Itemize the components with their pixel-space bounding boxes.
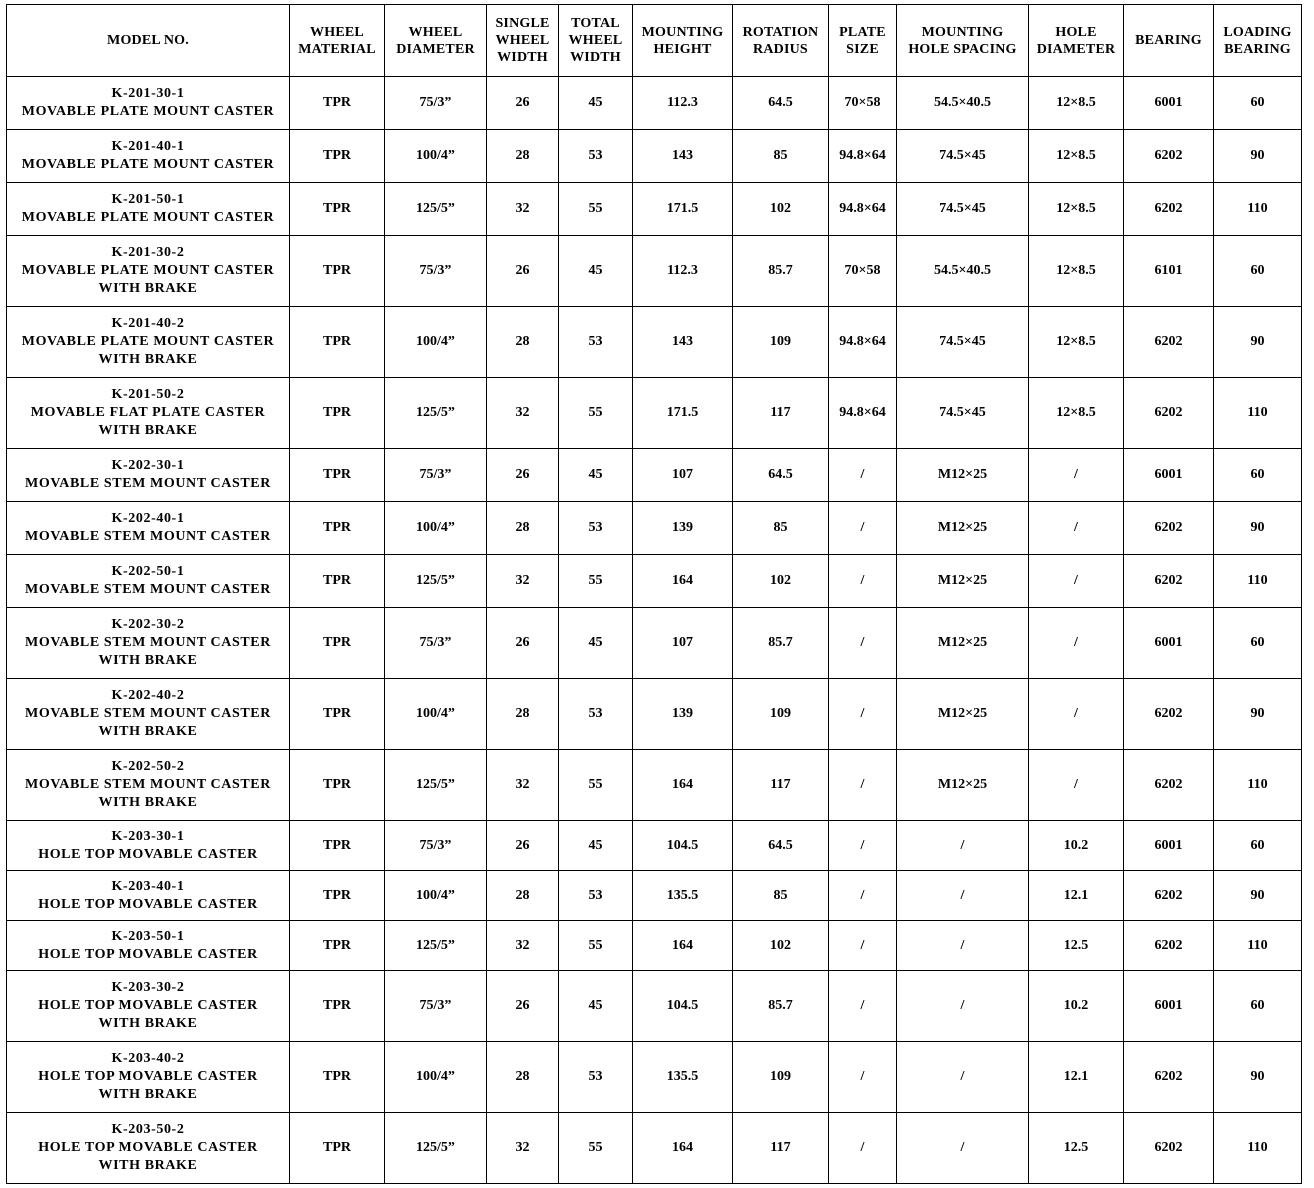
single-wheel-width-cell: 32 — [487, 378, 559, 449]
rotation-radius-cell: 117 — [733, 1113, 829, 1184]
mounting-height-cell: 143 — [633, 130, 733, 183]
header-mounting-height: MOUNTING HEIGHT — [633, 5, 733, 77]
model-no-cell: K-203-50-1 HOLE TOP MOVABLE CASTER — [7, 921, 290, 971]
table-row — [7, 1042, 1302, 1113]
mounting-hole-spacing-cell: 74.5×45 — [897, 307, 1029, 378]
mounting-height-cell: 104.5 — [633, 971, 733, 1042]
model-no-cell: K-203-40-1 HOLE TOP MOVABLE CASTER — [7, 871, 290, 921]
loading-bearing-cell: 60 — [1214, 971, 1302, 1042]
bearing-cell: 6202 — [1124, 555, 1214, 608]
single-wheel-width-cell: 32 — [487, 921, 559, 971]
hole-diameter-cell: 12×8.5 — [1029, 378, 1124, 449]
plate-size-cell: / — [829, 821, 897, 871]
total-wheel-width-cell: 45 — [559, 971, 633, 1042]
mounting-height-cell: 135.5 — [633, 1042, 733, 1113]
single-wheel-width-cell: 26 — [487, 236, 559, 307]
hole-diameter-cell: 10.2 — [1029, 821, 1124, 871]
plate-size-cell: 70×58 — [829, 236, 897, 307]
header-model-no: MODEL NO. — [7, 5, 290, 77]
table-row — [7, 971, 1302, 1042]
mounting-hole-spacing-cell: / — [897, 821, 1029, 871]
plate-size-cell: / — [829, 502, 897, 555]
bearing-cell: 6202 — [1124, 502, 1214, 555]
plate-size-cell: / — [829, 608, 897, 679]
bearing-cell: 6101 — [1124, 236, 1214, 307]
single-wheel-width-cell: 32 — [487, 183, 559, 236]
header-hole-diameter: HOLE DIAMETER — [1029, 5, 1124, 77]
model-no-cell: K-202-50-1 MOVABLE STEM MOUNT CASTER — [7, 555, 290, 608]
bearing-cell: 6001 — [1124, 77, 1214, 130]
total-wheel-width-cell: 55 — [559, 555, 633, 608]
wheel-diameter-cell: 125/5” — [385, 555, 487, 608]
loading-bearing-cell: 90 — [1214, 502, 1302, 555]
plate-size-cell: / — [829, 1113, 897, 1184]
table-row — [7, 821, 1302, 871]
total-wheel-width-cell: 45 — [559, 77, 633, 130]
loading-bearing-cell: 90 — [1214, 1042, 1302, 1113]
wheel-material-cell: TPR — [290, 750, 385, 821]
wheel-diameter-cell: 100/4” — [385, 1042, 487, 1113]
bearing-cell: 6202 — [1124, 921, 1214, 971]
single-wheel-width-cell: 26 — [487, 971, 559, 1042]
plate-size-cell: 70×58 — [829, 77, 897, 130]
plate-size-cell: / — [829, 921, 897, 971]
bearing-cell: 6202 — [1124, 871, 1214, 921]
hole-diameter-cell: 10.2 — [1029, 971, 1124, 1042]
hole-diameter-cell: 12×8.5 — [1029, 183, 1124, 236]
hole-diameter-cell: / — [1029, 502, 1124, 555]
plate-size-cell: / — [829, 555, 897, 608]
table-row — [7, 449, 1302, 502]
total-wheel-width-cell: 53 — [559, 307, 633, 378]
hole-diameter-cell: 12.5 — [1029, 1113, 1124, 1184]
rotation-radius-cell: 102 — [733, 555, 829, 608]
header-plate-size: PLATE SIZE — [829, 5, 897, 77]
model-no-cell: K-202-30-2 MOVABLE STEM MOUNT CASTER WITH BRAKE — [7, 608, 290, 679]
mounting-height-cell: 171.5 — [633, 378, 733, 449]
hole-diameter-cell: 12×8.5 — [1029, 130, 1124, 183]
mounting-height-cell: 107 — [633, 449, 733, 502]
model-no-cell: K-202-40-2 MOVABLE STEM MOUNT CASTER WITH BRAKE — [7, 679, 290, 750]
total-wheel-width-cell: 55 — [559, 378, 633, 449]
mounting-height-cell: 164 — [633, 921, 733, 971]
wheel-material-cell: TPR — [290, 502, 385, 555]
loading-bearing-cell: 110 — [1214, 183, 1302, 236]
total-wheel-width-cell: 53 — [559, 679, 633, 750]
wheel-material-cell: TPR — [290, 821, 385, 871]
header-total-wheel-width: TOTAL WHEEL WIDTH — [559, 5, 633, 77]
bearing-cell: 6202 — [1124, 1042, 1214, 1113]
rotation-radius-cell: 64.5 — [733, 449, 829, 502]
mounting-height-cell: 139 — [633, 502, 733, 555]
wheel-material-cell: TPR — [290, 236, 385, 307]
rotation-radius-cell: 102 — [733, 183, 829, 236]
hole-diameter-cell: / — [1029, 608, 1124, 679]
wheel-material-cell: TPR — [290, 679, 385, 750]
mounting-height-cell: 164 — [633, 750, 733, 821]
mounting-height-cell: 107 — [633, 608, 733, 679]
wheel-diameter-cell: 100/4” — [385, 307, 487, 378]
model-no-cell: K-203-40-2 HOLE TOP MOVABLE CASTER WITH BRAKE — [7, 1042, 290, 1113]
mounting-hole-spacing-cell: / — [897, 921, 1029, 971]
total-wheel-width-cell: 45 — [559, 236, 633, 307]
bearing-cell: 6202 — [1124, 378, 1214, 449]
table-row — [7, 307, 1302, 378]
model-no-cell: K-202-50-2 MOVABLE STEM MOUNT CASTER WITH BRAKE — [7, 750, 290, 821]
wheel-diameter-cell: 100/4” — [385, 130, 487, 183]
table-row — [7, 555, 1302, 608]
plate-size-cell: / — [829, 971, 897, 1042]
hole-diameter-cell: 12.5 — [1029, 921, 1124, 971]
hole-diameter-cell: 12.1 — [1029, 871, 1124, 921]
rotation-radius-cell: 85 — [733, 871, 829, 921]
rotation-radius-cell: 85.7 — [733, 608, 829, 679]
model-no-cell: K-201-40-2 MOVABLE PLATE MOUNT CASTER WITH BRAKE — [7, 307, 290, 378]
rotation-radius-cell: 64.5 — [733, 77, 829, 130]
rotation-radius-cell: 85.7 — [733, 236, 829, 307]
table-row — [7, 183, 1302, 236]
single-wheel-width-cell: 28 — [487, 307, 559, 378]
wheel-diameter-cell: 75/3” — [385, 77, 487, 130]
rotation-radius-cell: 102 — [733, 921, 829, 971]
model-no-cell: K-203-30-2 HOLE TOP MOVABLE CASTER WITH BRAKE — [7, 971, 290, 1042]
total-wheel-width-cell: 45 — [559, 608, 633, 679]
hole-diameter-cell: / — [1029, 679, 1124, 750]
mounting-height-cell: 139 — [633, 679, 733, 750]
rotation-radius-cell: 85 — [733, 502, 829, 555]
mounting-height-cell: 104.5 — [633, 821, 733, 871]
single-wheel-width-cell: 32 — [487, 555, 559, 608]
mounting-hole-spacing-cell: M12×25 — [897, 502, 1029, 555]
hole-diameter-cell: 12×8.5 — [1029, 236, 1124, 307]
mounting-hole-spacing-cell: 74.5×45 — [897, 183, 1029, 236]
mounting-hole-spacing-cell: 54.5×40.5 — [897, 77, 1029, 130]
mounting-height-cell: 164 — [633, 555, 733, 608]
mounting-height-cell: 164 — [633, 1113, 733, 1184]
wheel-material-cell: TPR — [290, 378, 385, 449]
single-wheel-width-cell: 26 — [487, 77, 559, 130]
mounting-hole-spacing-cell: M12×25 — [897, 608, 1029, 679]
header-wheel-diameter: WHEEL DIAMETER — [385, 5, 487, 77]
single-wheel-width-cell: 28 — [487, 130, 559, 183]
wheel-diameter-cell: 125/5” — [385, 750, 487, 821]
model-no-cell: K-201-50-2 MOVABLE FLAT PLATE CASTER WITH BRAKE — [7, 378, 290, 449]
loading-bearing-cell: 110 — [1214, 555, 1302, 608]
hole-diameter-cell: 12×8.5 — [1029, 307, 1124, 378]
wheel-material-cell: TPR — [290, 555, 385, 608]
plate-size-cell: / — [829, 679, 897, 750]
wheel-diameter-cell: 75/3” — [385, 449, 487, 502]
loading-bearing-cell: 90 — [1214, 871, 1302, 921]
header-wheel-material: WHEEL MATERIAL — [290, 5, 385, 77]
header-loading-bearing: LOADING BEARING — [1214, 5, 1302, 77]
wheel-diameter-cell: 100/4” — [385, 871, 487, 921]
hole-diameter-cell: 12×8.5 — [1029, 77, 1124, 130]
plate-size-cell: / — [829, 871, 897, 921]
bearing-cell: 6202 — [1124, 1113, 1214, 1184]
rotation-radius-cell: 109 — [733, 679, 829, 750]
spec-sheet — [6, 4, 1301, 1184]
loading-bearing-cell: 60 — [1214, 236, 1302, 307]
mounting-height-cell: 112.3 — [633, 77, 733, 130]
table-row — [7, 502, 1302, 555]
single-wheel-width-cell: 32 — [487, 750, 559, 821]
wheel-diameter-cell: 125/5” — [385, 378, 487, 449]
bearing-cell: 6202 — [1124, 307, 1214, 378]
header-row — [7, 5, 1302, 77]
loading-bearing-cell: 110 — [1214, 921, 1302, 971]
rotation-radius-cell: 64.5 — [733, 821, 829, 871]
mounting-hole-spacing-cell: 74.5×45 — [897, 130, 1029, 183]
total-wheel-width-cell: 53 — [559, 871, 633, 921]
bearing-cell: 6001 — [1124, 821, 1214, 871]
table-row — [7, 871, 1302, 921]
total-wheel-width-cell: 55 — [559, 183, 633, 236]
bearing-cell: 6001 — [1124, 608, 1214, 679]
model-no-cell: K-201-50-1 MOVABLE PLATE MOUNT CASTER — [7, 183, 290, 236]
mounting-hole-spacing-cell: 54.5×40.5 — [897, 236, 1029, 307]
wheel-material-cell: TPR — [290, 971, 385, 1042]
mounting-hole-spacing-cell: M12×25 — [897, 679, 1029, 750]
table-row — [7, 378, 1302, 449]
table-row — [7, 77, 1302, 130]
mounting-hole-spacing-cell: M12×25 — [897, 449, 1029, 502]
mounting-hole-spacing-cell: M12×25 — [897, 555, 1029, 608]
header-mounting-hole-spacing: MOUNTING HOLE SPACING — [897, 5, 1029, 77]
table-row — [7, 1113, 1302, 1184]
total-wheel-width-cell: 53 — [559, 1042, 633, 1113]
plate-size-cell: / — [829, 750, 897, 821]
bearing-cell: 6202 — [1124, 183, 1214, 236]
wheel-material-cell: TPR — [290, 77, 385, 130]
plate-size-cell: 94.8×64 — [829, 307, 897, 378]
wheel-diameter-cell: 125/5” — [385, 183, 487, 236]
bearing-cell: 6202 — [1124, 130, 1214, 183]
caster-spec-table — [6, 4, 1302, 1184]
wheel-diameter-cell: 125/5” — [385, 1113, 487, 1184]
total-wheel-width-cell: 55 — [559, 1113, 633, 1184]
bearing-cell: 6001 — [1124, 971, 1214, 1042]
model-no-cell: K-201-30-1 MOVABLE PLATE MOUNT CASTER — [7, 77, 290, 130]
mounting-hole-spacing-cell: 74.5×45 — [897, 378, 1029, 449]
model-no-cell: K-201-30-2 MOVABLE PLATE MOUNT CASTER WITH BRAKE — [7, 236, 290, 307]
loading-bearing-cell: 90 — [1214, 130, 1302, 183]
bearing-cell: 6202 — [1124, 679, 1214, 750]
header-rotation-radius: ROTATION RADIUS — [733, 5, 829, 77]
single-wheel-width-cell: 28 — [487, 1042, 559, 1113]
wheel-material-cell: TPR — [290, 307, 385, 378]
table-row — [7, 236, 1302, 307]
single-wheel-width-cell: 26 — [487, 821, 559, 871]
table-row — [7, 921, 1302, 971]
rotation-radius-cell: 85.7 — [733, 971, 829, 1042]
wheel-diameter-cell: 100/4” — [385, 679, 487, 750]
wheel-material-cell: TPR — [290, 449, 385, 502]
loading-bearing-cell: 60 — [1214, 77, 1302, 130]
rotation-radius-cell: 85 — [733, 130, 829, 183]
plate-size-cell: 94.8×64 — [829, 130, 897, 183]
hole-diameter-cell: / — [1029, 555, 1124, 608]
mounting-hole-spacing-cell: / — [897, 971, 1029, 1042]
rotation-radius-cell: 117 — [733, 378, 829, 449]
mounting-height-cell: 135.5 — [633, 871, 733, 921]
single-wheel-width-cell: 28 — [487, 679, 559, 750]
model-no-cell: K-203-30-1 HOLE TOP MOVABLE CASTER — [7, 821, 290, 871]
wheel-diameter-cell: 125/5” — [385, 921, 487, 971]
mounting-hole-spacing-cell: / — [897, 1113, 1029, 1184]
mounting-height-cell: 112.3 — [633, 236, 733, 307]
bearing-cell: 6202 — [1124, 750, 1214, 821]
rotation-radius-cell: 109 — [733, 307, 829, 378]
wheel-material-cell: TPR — [290, 871, 385, 921]
rotation-radius-cell: 109 — [733, 1042, 829, 1113]
single-wheel-width-cell: 28 — [487, 871, 559, 921]
wheel-material-cell: TPR — [290, 921, 385, 971]
wheel-diameter-cell: 100/4” — [385, 502, 487, 555]
header-single-wheel-width: SINGLE WHEEL WIDTH — [487, 5, 559, 77]
rotation-radius-cell: 117 — [733, 750, 829, 821]
plate-size-cell: / — [829, 449, 897, 502]
loading-bearing-cell: 90 — [1214, 307, 1302, 378]
hole-diameter-cell: 12.1 — [1029, 1042, 1124, 1113]
total-wheel-width-cell: 55 — [559, 750, 633, 821]
wheel-material-cell: TPR — [290, 1113, 385, 1184]
model-no-cell: K-202-30-1 MOVABLE STEM MOUNT CASTER — [7, 449, 290, 502]
single-wheel-width-cell: 28 — [487, 502, 559, 555]
wheel-material-cell: TPR — [290, 183, 385, 236]
loading-bearing-cell: 60 — [1214, 821, 1302, 871]
mounting-height-cell: 171.5 — [633, 183, 733, 236]
table-row — [7, 130, 1302, 183]
total-wheel-width-cell: 53 — [559, 502, 633, 555]
wheel-diameter-cell: 75/3” — [385, 971, 487, 1042]
single-wheel-width-cell: 26 — [487, 449, 559, 502]
total-wheel-width-cell: 45 — [559, 821, 633, 871]
hole-diameter-cell: / — [1029, 750, 1124, 821]
total-wheel-width-cell: 45 — [559, 449, 633, 502]
wheel-diameter-cell: 75/3” — [385, 236, 487, 307]
wheel-diameter-cell: 75/3” — [385, 821, 487, 871]
loading-bearing-cell: 110 — [1214, 1113, 1302, 1184]
model-no-cell: K-202-40-1 MOVABLE STEM MOUNT CASTER — [7, 502, 290, 555]
wheel-material-cell: TPR — [290, 130, 385, 183]
mounting-hole-spacing-cell: / — [897, 871, 1029, 921]
plate-size-cell: / — [829, 1042, 897, 1113]
loading-bearing-cell: 60 — [1214, 449, 1302, 502]
model-no-cell: K-201-40-1 MOVABLE PLATE MOUNT CASTER — [7, 130, 290, 183]
table-row — [7, 750, 1302, 821]
wheel-material-cell: TPR — [290, 1042, 385, 1113]
plate-size-cell: 94.8×64 — [829, 183, 897, 236]
wheel-material-cell: TPR — [290, 608, 385, 679]
hole-diameter-cell: / — [1029, 449, 1124, 502]
wheel-diameter-cell: 75/3” — [385, 608, 487, 679]
loading-bearing-cell: 110 — [1214, 750, 1302, 821]
bearing-cell: 6001 — [1124, 449, 1214, 502]
table-row — [7, 679, 1302, 750]
mounting-hole-spacing-cell: / — [897, 1042, 1029, 1113]
loading-bearing-cell: 110 — [1214, 378, 1302, 449]
table-row — [7, 608, 1302, 679]
total-wheel-width-cell: 55 — [559, 921, 633, 971]
table-body — [7, 77, 1302, 1184]
single-wheel-width-cell: 26 — [487, 608, 559, 679]
plate-size-cell: 94.8×64 — [829, 378, 897, 449]
mounting-height-cell: 143 — [633, 307, 733, 378]
loading-bearing-cell: 60 — [1214, 608, 1302, 679]
model-no-cell: K-203-50-2 HOLE TOP MOVABLE CASTER WITH BRAKE — [7, 1113, 290, 1184]
single-wheel-width-cell: 32 — [487, 1113, 559, 1184]
header-bearing: BEARING — [1124, 5, 1214, 77]
mounting-hole-spacing-cell: M12×25 — [897, 750, 1029, 821]
total-wheel-width-cell: 53 — [559, 130, 633, 183]
loading-bearing-cell: 90 — [1214, 679, 1302, 750]
